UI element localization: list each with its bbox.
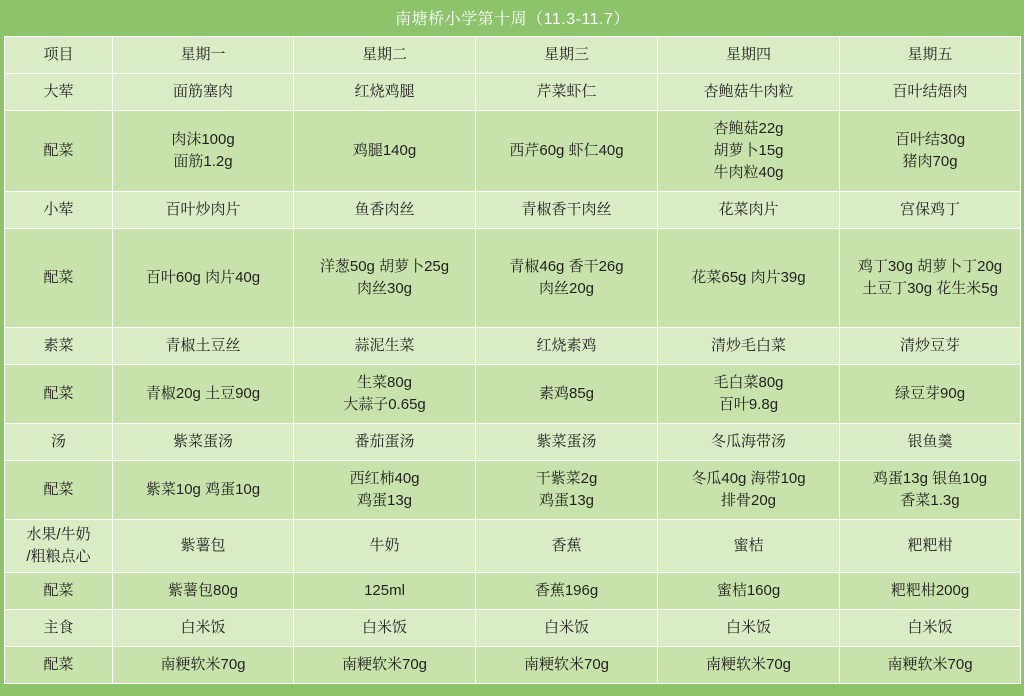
table-row bbox=[5, 74, 1021, 111]
ingredient-cell bbox=[294, 229, 476, 328]
ingredient-line: 鸡丁30g 胡萝卜丁20g bbox=[857, 258, 1003, 276]
ingredient-line: 南粳软米70g bbox=[341, 656, 428, 674]
dish-cell: 芹菜虾仁 bbox=[476, 74, 658, 111]
dish-cell: 白米饭 bbox=[840, 610, 1021, 647]
dish-cell: 香蕉 bbox=[476, 520, 658, 573]
header-cell-monday: 星期一 bbox=[113, 37, 294, 74]
ingredient-cell bbox=[840, 647, 1021, 684]
ingredient-line: 肉丝20g bbox=[538, 280, 595, 297]
ingredient-line: 紫薯包80g bbox=[167, 582, 239, 600]
ingredient-cell bbox=[658, 111, 840, 192]
ingredient-line: 毛白菜80g bbox=[713, 374, 784, 392]
row-label-line: /粗粮点心 bbox=[26, 548, 91, 565]
ingredient-cell bbox=[476, 573, 658, 610]
row-label bbox=[5, 520, 113, 573]
dish-cell: 花菜肉片 bbox=[658, 192, 840, 229]
table-row bbox=[5, 647, 1021, 684]
ingredient-line: 猪肉70g bbox=[902, 153, 958, 170]
header-cell-thursday: 星期四 bbox=[658, 37, 840, 74]
ingredient-line: 百叶60g 肉片40g bbox=[145, 269, 261, 287]
row-label: 小荤 bbox=[5, 192, 113, 229]
ingredient-cell bbox=[294, 365, 476, 424]
ingredient-line: 洋葱50g 胡萝卜25g bbox=[319, 258, 450, 276]
ingredient-cell bbox=[113, 461, 294, 520]
dish-cell: 百叶结焐肉 bbox=[840, 74, 1021, 111]
ingredient-cell bbox=[113, 365, 294, 424]
table-row bbox=[5, 424, 1021, 461]
header-cell-friday: 星期五 bbox=[840, 37, 1021, 74]
ingredient-cell bbox=[476, 111, 658, 192]
table-row bbox=[5, 328, 1021, 365]
title-row bbox=[5, 4, 1021, 37]
table-row bbox=[5, 461, 1021, 520]
ingredient-cell bbox=[476, 365, 658, 424]
ingredient-cell bbox=[294, 461, 476, 520]
row-label: 大荤 bbox=[5, 74, 113, 111]
ingredient-cell bbox=[294, 573, 476, 610]
row-label: 汤 bbox=[5, 424, 113, 461]
ingredient-line: 牛肉粒40g bbox=[713, 163, 784, 181]
dish-cell: 白米饭 bbox=[294, 610, 476, 647]
dish-cell: 青椒香干肉丝 bbox=[476, 192, 658, 229]
ingredient-cell bbox=[658, 647, 840, 684]
dish-cell: 番茄蛋汤 bbox=[294, 424, 476, 461]
ingredient-cell bbox=[476, 647, 658, 684]
dish-cell: 白米饭 bbox=[476, 610, 658, 647]
table-row bbox=[5, 610, 1021, 647]
dish-cell: 杏鲍菇牛肉粒 bbox=[658, 74, 840, 111]
row-label: 素菜 bbox=[5, 328, 113, 365]
menu-title: 南塘桥小学第十周（11.3-11.7） bbox=[5, 4, 1021, 37]
ingredient-line: 素鸡85g bbox=[538, 385, 595, 403]
menu-table-body bbox=[5, 4, 1021, 684]
ingredient-line: 鸡蛋13g bbox=[356, 492, 413, 509]
dish-cell: 白米饭 bbox=[658, 610, 840, 647]
row-label: 配菜 bbox=[5, 573, 113, 610]
ingredient-cell bbox=[113, 647, 294, 684]
ingredient-line: 肉丝30g bbox=[356, 280, 413, 297]
table-row bbox=[5, 229, 1021, 328]
ingredient-cell bbox=[113, 573, 294, 610]
ingredient-line: 香菜1.3g bbox=[900, 492, 960, 509]
ingredient-line: 生菜80g bbox=[356, 374, 413, 392]
header-row bbox=[5, 37, 1021, 74]
dish-cell: 冬瓜海带汤 bbox=[658, 424, 840, 461]
ingredient-line: 花菜65g 肉片39g bbox=[691, 269, 806, 287]
ingredient-cell bbox=[658, 229, 840, 328]
ingredient-cell bbox=[294, 647, 476, 684]
dish-cell: 宫保鸡丁 bbox=[840, 192, 1021, 229]
dish-cell: 紫菜蛋汤 bbox=[113, 424, 294, 461]
ingredient-line: 鸡蛋13g 银鱼10g bbox=[872, 470, 988, 488]
ingredient-cell bbox=[658, 573, 840, 610]
dish-cell: 清炒毛白菜 bbox=[658, 328, 840, 365]
ingredient-cell bbox=[658, 461, 840, 520]
ingredient-cell bbox=[113, 111, 294, 192]
dish-cell: 蜜桔 bbox=[658, 520, 840, 573]
dish-cell: 粑粑柑 bbox=[840, 520, 1021, 573]
ingredient-line: 杏鲍菇22g bbox=[713, 120, 784, 138]
ingredient-cell bbox=[113, 229, 294, 328]
ingredient-line: 胡萝卜15g bbox=[713, 142, 784, 160]
dish-cell: 红烧鸡腿 bbox=[294, 74, 476, 111]
weekly-menu-table bbox=[4, 4, 1021, 684]
dish-cell: 百叶炒肉片 bbox=[113, 192, 294, 229]
dish-cell: 青椒土豆丝 bbox=[113, 328, 294, 365]
ingredient-line: 125ml bbox=[364, 582, 405, 600]
header-cell-item: 项目 bbox=[5, 37, 113, 74]
ingredient-line: 鸡蛋13g bbox=[538, 492, 595, 509]
table-row bbox=[5, 365, 1021, 424]
ingredient-cell bbox=[840, 365, 1021, 424]
ingredient-line: 百叶9.8g bbox=[718, 396, 779, 413]
ingredient-line: 西芹60g 虾仁40g bbox=[509, 142, 624, 160]
row-label: 配菜 bbox=[5, 647, 113, 684]
ingredient-line: 百叶结30g bbox=[895, 131, 966, 149]
dish-cell: 红烧素鸡 bbox=[476, 328, 658, 365]
table-row bbox=[5, 573, 1021, 610]
header-cell-tuesday: 星期二 bbox=[294, 37, 476, 74]
ingredient-cell bbox=[476, 461, 658, 520]
ingredient-line: 蜜桔160g bbox=[716, 582, 781, 600]
dish-cell: 牛奶 bbox=[294, 520, 476, 573]
row-label-line: 水果/牛奶 bbox=[26, 526, 91, 544]
ingredient-cell bbox=[840, 573, 1021, 610]
dish-cell: 白米饭 bbox=[113, 610, 294, 647]
ingredient-line: 西红柿40g bbox=[349, 470, 420, 488]
ingredient-cell bbox=[294, 111, 476, 192]
row-label: 配菜 bbox=[5, 111, 113, 192]
ingredient-line: 干紫菜2g bbox=[535, 470, 598, 488]
ingredient-cell bbox=[840, 229, 1021, 328]
row-label: 主食 bbox=[5, 610, 113, 647]
ingredient-cell bbox=[840, 461, 1021, 520]
ingredient-cell bbox=[658, 365, 840, 424]
header-cell-wednesday: 星期三 bbox=[476, 37, 658, 74]
ingredient-cell bbox=[840, 111, 1021, 192]
ingredient-line: 鸡腿140g bbox=[352, 142, 417, 160]
ingredient-line: 香蕉196g bbox=[534, 582, 599, 600]
ingredient-line: 紫菜10g 鸡蛋10g bbox=[145, 481, 261, 499]
ingredient-line: 土豆丁30g 花生米5g bbox=[862, 280, 998, 297]
ingredient-cell bbox=[476, 229, 658, 328]
ingredient-line: 青椒46g 香干26g bbox=[509, 258, 624, 276]
dish-cell: 清炒豆芽 bbox=[840, 328, 1021, 365]
table-row bbox=[5, 520, 1021, 573]
ingredient-line: 肉沫100g bbox=[171, 131, 235, 149]
ingredient-line: 绿豆芽90g bbox=[895, 385, 966, 403]
dish-cell: 蒜泥生菜 bbox=[294, 328, 476, 365]
ingredient-line: 冬瓜40g 海带10g bbox=[691, 470, 806, 488]
row-label: 配菜 bbox=[5, 229, 113, 328]
dish-cell: 紫菜蛋汤 bbox=[476, 424, 658, 461]
row-label: 配菜 bbox=[5, 365, 113, 424]
ingredient-line: 粑粑柑200g bbox=[890, 582, 970, 600]
ingredient-line: 面筋1.2g bbox=[173, 153, 233, 170]
ingredient-line: 南粳软米70g bbox=[705, 656, 792, 674]
dish-cell: 鱼香肉丝 bbox=[294, 192, 476, 229]
dish-cell: 紫薯包 bbox=[113, 520, 294, 573]
dish-cell: 面筋塞肉 bbox=[113, 74, 294, 111]
table-row bbox=[5, 111, 1021, 192]
row-label: 配菜 bbox=[5, 461, 113, 520]
dish-cell: 银鱼羹 bbox=[840, 424, 1021, 461]
table-row bbox=[5, 192, 1021, 229]
ingredient-line: 青椒20g 土豆90g bbox=[145, 385, 261, 403]
ingredient-line: 大蒜子0.65g bbox=[343, 396, 426, 413]
ingredient-line: 南粳软米70g bbox=[160, 656, 246, 674]
ingredient-line: 排骨20g bbox=[720, 492, 777, 509]
ingredient-line: 南粳软米70g bbox=[523, 656, 610, 674]
ingredient-line: 南粳软米70g bbox=[887, 656, 973, 674]
